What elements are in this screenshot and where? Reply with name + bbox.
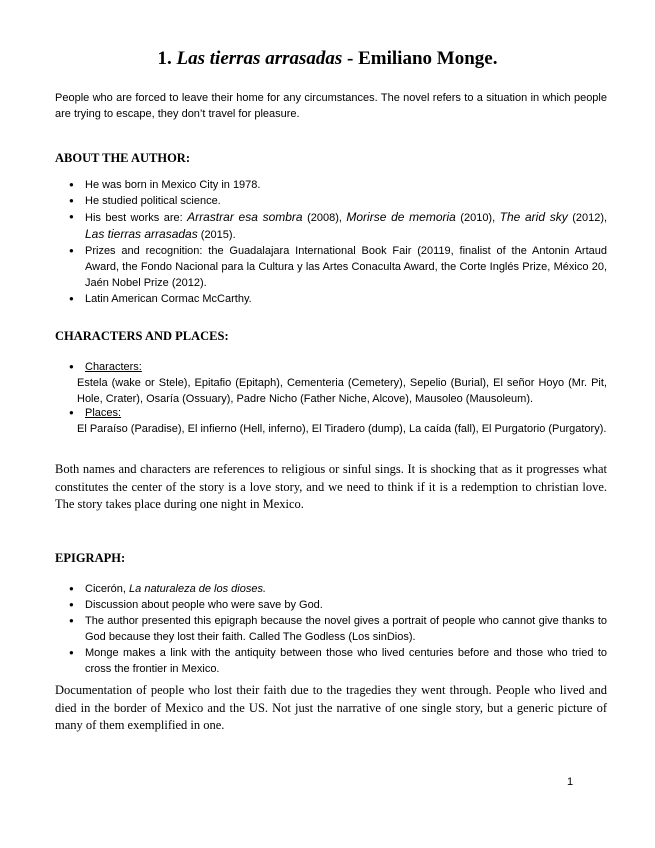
characters-label: Characters: xyxy=(85,361,142,373)
about-item-born: ● He was born in Mexico City in 1978. xyxy=(55,177,607,193)
places-label-item xyxy=(55,405,607,421)
characters-list xyxy=(55,359,607,375)
epigraph-item-ciceron xyxy=(55,581,607,597)
epigraph-source: La naturaleza de los dioses. xyxy=(129,583,267,595)
work-1: Arrastrar esa sombra xyxy=(187,210,303,224)
title-author: Emiliano Monge. xyxy=(358,48,498,69)
epigraph-heading: EPIGRAPH: xyxy=(55,551,126,565)
work-3: The arid sky xyxy=(499,210,568,224)
page-number: 1 xyxy=(567,776,574,788)
about-item-mccarthy: ● Latin American Cormac McCarthy. xyxy=(55,291,607,307)
places-text: El Paraíso (Paradise), El infierno (Hell, inferno), El Tiradero (dump), La caída (fall), El Purgatorio (Purgatory). xyxy=(77,423,607,435)
about-heading: ABOUT THE AUTHOR: xyxy=(55,151,190,165)
title-separator: - xyxy=(347,48,354,69)
characters-text: Estela (wake or Stele), Epitafio (Epitaph), Cementeria (Cemetery), Sepelio (Burial), El señor Hoyo (Mr. Pit, Hole, Crater), Osaría (Ossuary), Padre Nicho (Father Niche, Alcove), Mausoleo (Mausoleum). xyxy=(77,377,607,405)
works-prefix: His best works are: xyxy=(85,212,183,224)
documentation-paragraph: Documentation of people who lost their faith due to the tragedies they went through. People who lived and died in the border of Mexico and the US. Not just the narrative of one single story, but a generic picture of many of them exemplified in one. xyxy=(55,683,607,732)
title-book: Las tierras arrasadas xyxy=(176,48,343,69)
epigraph-item-portrait: ● The author presented this epigraph because the novel gives a portrait of people who cannot give thanks to God because they lost their faith. Called The Godless (Los sinDios). xyxy=(55,613,607,645)
work-1-year: (2008), xyxy=(307,212,342,224)
characters-label-item xyxy=(55,359,607,375)
intro-paragraph: People who are forced to leave their home for any circumstances. The novel refers to a situation in which people are trying to escape, they don’t travel for pleasure. xyxy=(55,92,607,120)
about-item-prizes: ● Prizes and recognition: the Guadalajara International Book Fair (20119, finalist of the Antonin Artaud Award, the Fondo Nacional para la Cultura y las Artes Conaculta Award, the Corte Inglés Prize, México 20, Jaén Nobel Prize (2012). xyxy=(55,243,607,291)
about-item-works xyxy=(55,209,607,243)
page-title xyxy=(0,48,655,70)
work-2-year: (2010), xyxy=(460,212,496,224)
about-list xyxy=(55,177,607,307)
epigraph-item-link: ● Monge makes a link with the antiquity between those who lived centuries before and those who tried to cross the frontier in Mexico. xyxy=(55,645,607,677)
places-list xyxy=(55,405,607,421)
epigraph-list xyxy=(55,581,607,677)
places-label: Places: xyxy=(85,407,122,419)
work-3-year: (2012), xyxy=(572,212,608,224)
epigraph-item-discussion: ● Discussion about people who were save by God. xyxy=(55,597,607,613)
about-item-studied: ● He studied political science. xyxy=(55,193,607,209)
work-2: Morirse de memoria xyxy=(346,210,456,224)
title-number: 1. xyxy=(157,48,172,69)
symbolism-paragraph: Both names and characters are references to religious or sinful sings. It is shocking that as it progresses what constitutes the center of the story is a love story, and we need to think if it is a redemption to christian love. The story takes place during one night in Mexico. xyxy=(55,462,607,511)
epigraph-author: Cicerón, xyxy=(85,583,126,595)
work-4-year: (2015). xyxy=(200,229,236,241)
work-4: Las tierras arrasadas xyxy=(85,227,198,241)
characters-heading: CHARACTERS AND PLACES: xyxy=(55,329,229,343)
